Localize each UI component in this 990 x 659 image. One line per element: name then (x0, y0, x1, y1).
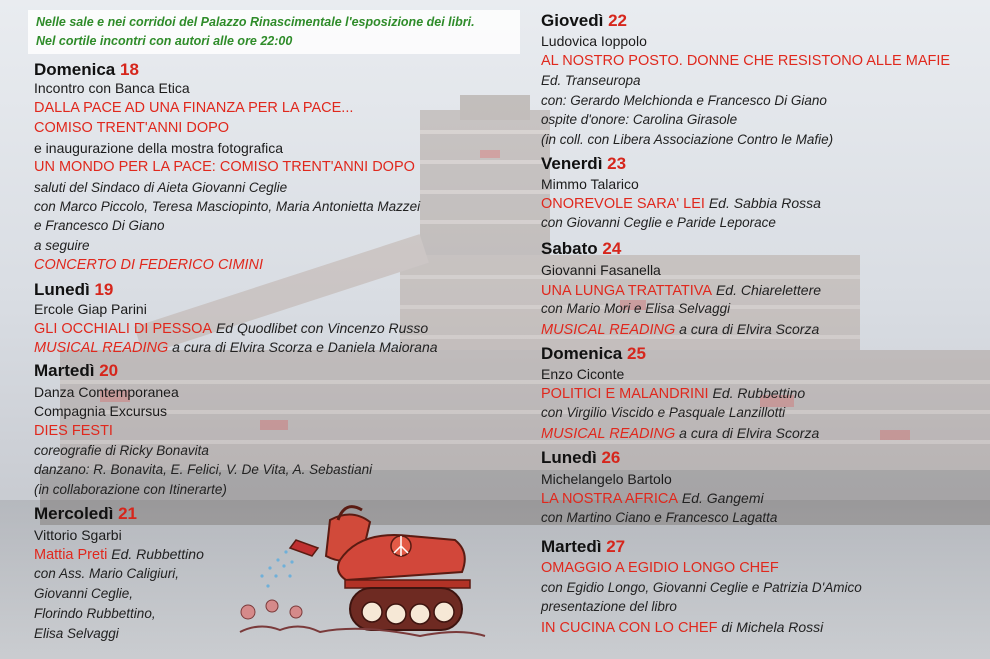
event-line: Enzo Ciconte (541, 366, 625, 382)
day-number: 23 (607, 154, 627, 173)
event-line: Incontro con Banca Etica (34, 80, 190, 96)
event-line: Ercole Giap Parini (34, 301, 147, 317)
event-detail: a cura di Elvira Scorza (675, 321, 820, 337)
event-title: AL NOSTRO POSTO. DONNE CHE RESISTONO ALLE MAFIE (541, 53, 951, 69)
day-name: Domenica (34, 60, 116, 79)
event-title: COMISO TRENT'ANNI DOPO (34, 120, 230, 136)
intro-box (28, 10, 520, 54)
event-detail: Florindo Rubbettino, (34, 606, 156, 621)
event-line: Danza Contemporanea (34, 384, 179, 400)
event-detail: con Mario Mori e Elisa Selvaggi (541, 301, 731, 316)
event-title: DIES FESTI (34, 423, 113, 439)
event-detail: Ed. Rubbettino (107, 546, 204, 562)
event-line: Giovanni Fasanella (541, 262, 661, 278)
event-line: Ludovica Ioppolo (541, 33, 647, 49)
event-detail: (in collaborazione con Itinerarte) (34, 482, 227, 497)
event-line (541, 196, 821, 212)
event-title: POLITICI E MALANDRINI (541, 386, 709, 402)
event-detail: e Francesco Di Giano (34, 218, 165, 233)
event-line (541, 283, 821, 299)
event-title: MUSICAL READING (34, 340, 169, 356)
event-title: Mattia Preti (34, 547, 108, 563)
event-detail: Ed Quodlibet con Vincenzo Russo (212, 320, 429, 336)
event-detail: Ed. Gangemi (678, 490, 764, 506)
event-line: Michelangelo Bartolo (541, 471, 672, 487)
event-line (541, 386, 805, 402)
event-line: Vittorio Sgarbi (34, 527, 122, 543)
event-title: MUSICAL READING (541, 322, 676, 338)
day-number: 25 (626, 344, 646, 363)
event-line (34, 547, 204, 563)
day-name: Domenica (541, 344, 623, 363)
day-heading (34, 61, 139, 78)
event-title: OMAGGIO A EGIDIO LONGO CHEF (541, 560, 779, 576)
event-detail: di Michela Rossi (717, 619, 824, 635)
day-number: 19 (94, 280, 114, 299)
day-number: 26 (601, 448, 621, 467)
day-name: Lunedì (541, 448, 597, 467)
event-title: IN CUCINA CON LO CHEF (541, 620, 718, 636)
event-detail: (in coll. con Libera Associazione Contro le Mafie) (541, 132, 834, 147)
day-number: 21 (118, 504, 138, 523)
event-line (541, 491, 764, 507)
event-line: e inaugurazione della mostra fotografica (34, 140, 284, 156)
day-number: 27 (606, 537, 626, 556)
day-heading (34, 505, 137, 522)
event-line (541, 620, 823, 636)
event-detail: con: Gerardo Melchionda e Francesco Di Giano (541, 93, 827, 108)
day-name: Giovedì (541, 11, 604, 30)
day-heading (541, 155, 626, 172)
event-title: LA NOSTRA AFRICA (541, 491, 678, 507)
day-heading (34, 362, 118, 379)
event-detail: con Ass. Mario Caligiuri, (34, 566, 180, 581)
event-detail: presentazione del libro (541, 599, 677, 614)
event-title: CONCERTO DI FEDERICO CIMINI (34, 257, 264, 273)
intro-line-1: Nelle sale e nei corridoi del Palazzo Rinascimentale l'esposizione dei libri. (36, 15, 475, 29)
event-line (541, 322, 819, 338)
event-detail: con Martino Ciano e Francesco Lagatta (541, 510, 778, 525)
event-line (34, 321, 428, 337)
event-title: DALLA PACE AD UNA FINANZA PER LA PACE... (34, 100, 354, 116)
event-detail: a cura di Elvira Scorza (675, 425, 820, 441)
event-detail: a seguire (34, 238, 90, 253)
event-detail: Elisa Selvaggi (34, 626, 119, 641)
day-number: 22 (608, 11, 628, 30)
day-number: 18 (119, 60, 139, 79)
day-number: 24 (602, 239, 622, 258)
event-detail: con Marco Piccolo, Teresa Masciopinto, Maria Antonietta Mazzei (34, 199, 421, 214)
event-detail: Giovanni Ceglie, (34, 586, 134, 601)
event-detail: Ed. Transeuropa (541, 73, 641, 88)
event-title: ONOREVOLE SARA' LEI (541, 196, 705, 212)
event-title: MUSICAL READING (541, 426, 676, 442)
event-line (34, 340, 438, 356)
day-name: Mercoledì (34, 504, 114, 523)
event-detail: con Giovanni Ceglie e Paride Leporace (541, 215, 776, 230)
event-detail: danzano: R. Bonavita, E. Felici, V. De Vita, A. Sebastiani (34, 462, 373, 477)
intro-line-2: Nel cortile incontri con autori alle ore 22:00 (36, 34, 293, 48)
day-heading (541, 240, 621, 257)
day-number: 20 (99, 361, 119, 380)
day-heading (541, 345, 646, 362)
day-heading (34, 281, 113, 298)
day-heading (541, 12, 627, 29)
event-title: UN MONDO PER LA PACE: COMISO TRENT'ANNI DOPO (34, 159, 415, 175)
event-line (541, 426, 819, 442)
event-detail: ospite d'onore: Carolina Girasole (541, 112, 738, 127)
event-title: UNA LUNGA TRATTATIVA (541, 283, 713, 299)
event-line: Mimmo Talarico (541, 176, 639, 192)
event-detail: saluti del Sindaco di Aieta Giovanni Ceglie (34, 180, 288, 195)
event-detail: a cura di Elvira Scorza e Daniela Maiorana (168, 339, 438, 355)
day-name: Martedì (34, 361, 95, 380)
day-heading (541, 449, 620, 466)
day-name: Venerdì (541, 154, 603, 173)
day-name: Sabato (541, 239, 598, 258)
event-detail: Ed. Rubbettino (708, 385, 806, 401)
event-detail: coreografie di Ricky Bonavita (34, 443, 209, 458)
event-detail: con Virgilio Viscido e Pasquale Lanzillotti (541, 405, 786, 420)
event-title: GLI OCCHIALI DI PESSOA (34, 321, 213, 337)
day-heading (541, 538, 625, 555)
day-name: Martedì (541, 537, 602, 556)
day-name: Lunedì (34, 280, 90, 299)
event-line: Compagnia Excursus (34, 403, 168, 419)
event-detail: con Egidio Longo, Giovanni Ceglie e Patrizia D'Amico (541, 580, 862, 595)
event-detail: Ed. Sabbia Rossa (704, 195, 821, 211)
event-detail: Ed. Chiarelettere (712, 282, 822, 298)
